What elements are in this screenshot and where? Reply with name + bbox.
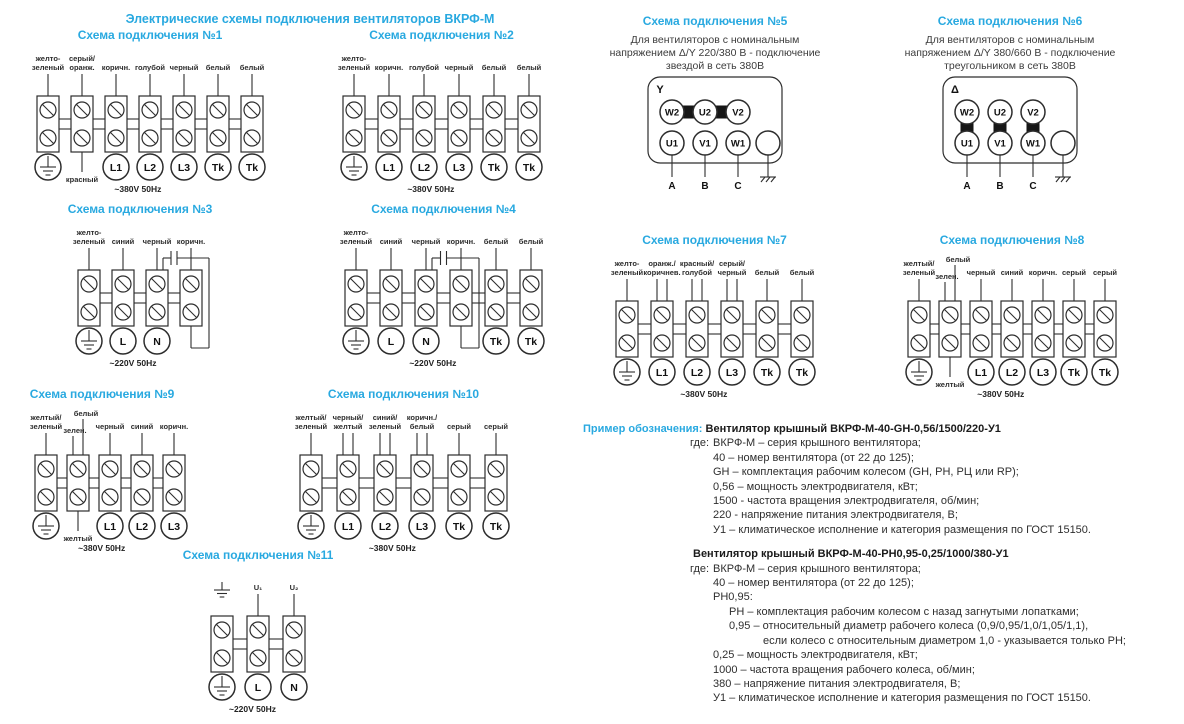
wire-label: белый [516,63,542,72]
terminal-block [135,63,165,180]
terminal-block [967,268,996,385]
scheme-8-diagram [900,253,1124,403]
wire-label: голубой [408,63,440,72]
winding-type-label: Y [656,84,664,96]
ground-circle-icon [343,328,369,354]
svg-text:Tk: Tk [522,162,536,174]
terminal-block [110,237,136,354]
wire-label: белый [409,422,435,431]
phase-label: A [668,181,676,192]
wire-label: голубой [134,63,166,72]
terminal-block [102,63,130,180]
example-line: 0,95 – относительный диаметр рабочего колеса (0,9/0,95/1,0/1,05/1,1), [729,620,1089,633]
scheme-10-diagram [292,407,515,557]
scheme-2-title: Схема подключения №2 [369,28,514,42]
scheme-5-diagram [605,73,825,195]
example-first-line [583,422,1184,436]
wire-label: желто- [343,228,369,237]
wire-label: коричн. [446,237,476,246]
wire-label: коричн. [159,422,189,431]
phase-label: C [1029,181,1037,192]
svg-text:V1: V1 [699,138,711,150]
ground-circle-icon [33,513,59,539]
example-line: У1 – климатическое исполнение и категория размещения по ГОСТ 15150. [713,692,1091,705]
terminal-block [999,268,1025,385]
scheme-6-title: Схема подключения №6 [937,14,1083,28]
wire-label: черный/ [332,413,364,422]
wire-label: желто- [35,54,61,63]
svg-text:L3: L3 [1036,367,1050,379]
wire-label: зеленый [368,422,402,431]
example-line: У1 – климатическое исполнение и категория размещения по ГОСТ 15150. [713,523,1091,536]
example-line: 0,25 – мощность электродвигателя, кВт; [713,649,918,662]
ground-circle-icon [35,154,61,180]
svg-text:N: N [153,336,161,348]
wire-label: зеленый [72,237,106,246]
terminal-block [170,63,199,180]
scheme-9 [27,387,189,557]
terminal-block [378,237,404,354]
terminal-block [643,259,680,385]
voltage-label: ~220V 50Hz [228,704,277,714]
example-line: 40 – номер вентилятора (от 22 до 125); [713,451,914,464]
terminal-block [340,228,373,354]
wire-label: черный [966,268,996,277]
terminal-block [446,422,472,539]
wire-label: зелен. [63,426,87,435]
terminal-block [160,422,188,539]
svg-text:W2: W2 [959,107,975,119]
terminal-block [205,63,231,180]
wire-label: коричн. [374,63,404,72]
terminal-block [518,237,544,354]
example-line: 0,56 – мощность электродвигателя, кВт; [713,480,918,493]
motor-terminal [756,131,780,155]
example-line: РН0,95: [713,591,753,604]
terminal-block [754,268,780,385]
wire-label: зеленый [294,422,328,431]
wire-label: зеленый [902,268,936,277]
terminal-block [680,259,715,385]
terminal-block [935,255,971,389]
example-where-label: где: [690,562,710,575]
wire-label: зелен. [935,272,959,281]
designation-example [583,422,1184,706]
wire-label: черный [444,63,474,72]
wire-label: белый [481,63,507,72]
svg-text:L3: L3 [177,162,191,174]
ground-circle-icon [614,359,640,385]
scheme-7-diagram [608,253,821,403]
wire-label: синий [111,237,135,246]
terminal-block [209,582,235,700]
terminal-block [73,228,106,354]
wire-label: желтый [333,422,363,431]
motor-terminal [1051,131,1075,155]
svg-text:L1: L1 [655,367,669,379]
wire-label: коричнев. [643,268,681,277]
svg-text:U2: U2 [993,107,1007,119]
terminal-block [281,583,307,700]
voltage-label: ~380V 50Hz [977,389,1025,399]
example-line: РН – комплектация рабочим колесом с назад загнутыми лопатками; [729,605,1079,618]
scheme-5 [600,14,830,195]
earth-icon [760,177,776,182]
scheme-5-title: Схема подключения №5 [642,14,788,28]
example-line: где: ВКРФ-М – серия крышного вентилятора; [690,562,921,575]
terminal-block [143,237,172,354]
terminal-block [903,259,936,385]
svg-text:W2: W2 [664,107,680,119]
scheme-1-diagram [29,48,271,198]
svg-text:L2: L2 [143,162,157,174]
terminal-block [445,63,474,180]
terminal-block [718,259,747,385]
wire-label: серый [447,422,471,431]
example-title: Вентилятор крышный ВКРФ-М-40-РН0,95-0,25/1000/380-У1 [693,548,1009,561]
wire-label: белый [518,237,544,246]
wire-label: зеленый [29,422,63,431]
scheme-11-title: Схема подключения №11 [182,548,334,562]
terminal-block [407,413,438,539]
scheme-3 [67,202,213,372]
scheme-3-diagram [70,222,210,372]
wire-label: оранж./ [648,259,676,268]
scheme-11-diagram [203,568,313,718]
svg-text:Tk: Tk [211,162,225,174]
terminal-block [412,237,441,354]
terminal-block [447,237,475,326]
ground-circle-icon [76,328,102,354]
voltage-label: ~380V 50Hz [368,543,416,553]
terminal-block [245,583,271,700]
svg-text:L: L [254,682,262,694]
voltage-label: ~220V 50Hz [409,358,457,368]
wire-label: желтый/ [295,413,327,422]
wire-label: синий [379,237,403,246]
phase-label: B [996,181,1004,192]
example-label: Пример обозначения: [583,423,703,435]
svg-text:U1: U1 [665,138,679,150]
svg-text:L1: L1 [974,367,988,379]
scheme-2-diagram [335,48,548,198]
scheme-3-title: Схема подключения №3 [67,202,213,216]
wire-label: зеленый [339,237,373,246]
wire-label: коричн. [101,63,131,72]
svg-text:Tk: Tk [489,336,503,348]
terminal-block [375,63,403,180]
wire-label: черный [95,422,125,431]
wire-label: черный [411,237,441,246]
wire-label: U₂ [289,583,299,592]
svg-text:U1: U1 [960,138,974,150]
svg-text:L2: L2 [378,521,392,533]
example-title: Вентилятор крышный ВКРФ-М-40-GH-0,56/1500/220-У1 [702,423,1001,435]
svg-text:V2: V2 [732,107,744,119]
svg-text:Tk: Tk [245,162,259,174]
terminal-block [1092,268,1118,385]
wire-label: белый [205,63,231,72]
voltage-label: ~220V 50Hz [109,358,157,368]
terminal-block [516,63,542,180]
terminal-block [789,268,815,385]
scheme-9-title: Схема подключения №9 [29,387,175,401]
wire-label: красный/ [679,259,715,268]
scheme-4-title: Схема подключения №4 [371,202,516,216]
svg-text:L: L [119,336,127,348]
scheme-4-diagram [337,222,550,372]
svg-text:L: L [387,336,395,348]
svg-text:L2: L2 [417,162,431,174]
scheme-7-title: Схема подключения №7 [642,233,787,247]
example-line: где: ВКРФ-М – серия крышного вентилятора; [690,437,921,450]
wire-label: желтый [63,534,93,543]
svg-text:Tk: Tk [1098,367,1112,379]
scheme-1 [29,28,271,198]
terminal-block [483,237,509,354]
wire-label: белый [945,255,971,264]
scheme-10-title: Схема подключения №10 [327,387,480,401]
terminal-block [369,413,402,539]
wire-label: зеленый [337,63,371,72]
svg-text:L2: L2 [690,367,704,379]
svg-text:Tk: Tk [452,521,466,533]
earth-icon [214,582,230,597]
wire-label: серый [484,422,508,431]
svg-text:L1: L1 [382,162,396,174]
scheme-9-diagram [27,407,193,557]
wire-label: серый [1093,268,1117,277]
svg-text:U2: U2 [698,107,712,119]
svg-text:L1: L1 [103,521,117,533]
terminal-block [63,409,99,543]
svg-text:Tk: Tk [489,521,503,533]
svg-text:L2: L2 [135,521,149,533]
wire-label: синий [130,422,154,431]
svg-text:V2: V2 [1027,107,1039,119]
wire-label: голубой [681,268,713,277]
wire-label: синий [1000,268,1024,277]
scheme-11 [182,548,334,718]
svg-text:Tk: Tk [524,336,538,348]
terminal-block [409,63,439,180]
wire-label: желтый/ [903,259,935,268]
svg-text:Tk: Tk [760,367,774,379]
example-line: 1000 – частота вращения рабочего колеса, об/мин; [713,663,975,676]
ground-circle-icon [906,359,932,385]
wire-label: серый [1062,268,1086,277]
svg-text:L1: L1 [341,521,355,533]
example-where-label: где: [690,437,710,450]
scheme-8 [900,233,1124,403]
example-line: GH – комплектация рабочим колесом (GH, PH, РЦ или RP); [713,466,1019,479]
wire-label: желто- [614,259,640,268]
wire-label: зеленый [610,268,644,277]
example-line: 380 – напряжение питания электродвигателя, В; [713,677,961,690]
terminal-block [611,259,644,385]
wire-label: черный [717,268,747,277]
svg-text:L3: L3 [725,367,739,379]
wire-label: белый [483,237,509,246]
svg-text:L1: L1 [109,162,123,174]
svg-text:W1: W1 [730,138,746,150]
wire-label: белый [789,268,815,277]
wire-label: желтый [935,380,965,389]
scheme-4 [337,202,550,372]
wire-label: желто- [341,54,367,63]
phase-label: B [701,181,709,192]
terminal-block [239,63,265,180]
example-line: 40 – номер вентилятора (от 22 до 125); [713,577,914,590]
ground-circle-icon [298,513,324,539]
wire-label: черный [142,237,172,246]
wire-label: коричн. [1028,268,1058,277]
terminal-block [30,413,63,539]
scheme-6 [895,14,1125,195]
scheme-6-description: Для вентиляторов с номинальным напряжением Δ/Y 380/660 В - подключение треугольником в сеть 380В [904,34,1116,72]
voltage-label: ~380V 50Hz [680,389,728,399]
example-line: если колесо с относительным диаметром 1,0 - указывается только РН; [763,634,1126,647]
terminal-block [295,413,328,539]
voltage-label: ~380V 50Hz [407,184,455,194]
terminal-block [177,237,205,326]
ground-circle-icon [341,154,367,180]
terminal-block [1061,268,1087,385]
wire-label: белый [73,409,99,418]
wire-label: зеленый [31,63,65,72]
terminal-block [1029,268,1057,385]
wire-label: коричн./ [406,413,438,422]
wire-label: U₁ [253,583,263,592]
svg-text:V1: V1 [994,138,1006,150]
svg-text:Tk: Tk [1067,367,1081,379]
scheme-1-title: Схема подключения №1 [77,28,223,42]
svg-text:L3: L3 [415,521,429,533]
terminal-block [129,422,155,539]
wire-label: серый/ [68,54,96,63]
svg-text:Tk: Tk [487,162,501,174]
scheme-6-diagram [900,73,1120,195]
phase-label: C [734,181,742,192]
terminal-block [481,63,507,180]
wire-label: коричн. [176,237,206,246]
terminal-block [483,422,509,539]
winding-type-label: Δ [951,84,959,96]
wire-label: белый [754,268,780,277]
wire-label: белый [239,63,265,72]
scheme-7 [608,233,821,403]
svg-text:L2: L2 [1005,367,1019,379]
wire-label: черный [169,63,199,72]
ground-circle-icon [209,674,235,700]
svg-text:Tk: Tk [795,367,809,379]
terminal-block [338,54,371,180]
svg-text:L3: L3 [452,162,466,174]
terminal-block [333,413,365,539]
wire-label: желтый/ [30,413,62,422]
terminal-block [96,422,125,539]
wire-label: желто- [76,228,102,237]
svg-text:L3: L3 [167,521,181,533]
wire-label: серый/ [718,259,746,268]
voltage-label: ~380V 50Hz [114,184,162,194]
terminal-block [32,54,65,180]
wire-label: синий/ [372,413,398,422]
example-line: 220 - напряжение питания электродвигателя, В; [713,509,958,522]
wire-label: оранж. [69,63,95,72]
scheme-10 [292,387,515,557]
page-title: Электрические схемы подключения вентиляторов ВКРФ-М [125,12,495,26]
wire-label: красный [65,175,99,184]
phase-label: A [963,181,971,192]
svg-text:N: N [422,336,430,348]
scheme-5-description: Для вентиляторов с номинальным напряжением Δ/Y 220/380 В - подключение звездой в сеть 380В [609,34,821,72]
scheme-2 [335,28,548,198]
svg-text:N: N [290,682,298,694]
example-line: 1500 - частота вращения электродвигателя, об/мин; [713,495,980,508]
svg-text:W1: W1 [1025,138,1041,150]
earth-icon [1055,177,1071,182]
scheme-8-title: Схема подключения №8 [939,233,1085,247]
voltage-label: ~380V 50Hz [78,543,126,553]
